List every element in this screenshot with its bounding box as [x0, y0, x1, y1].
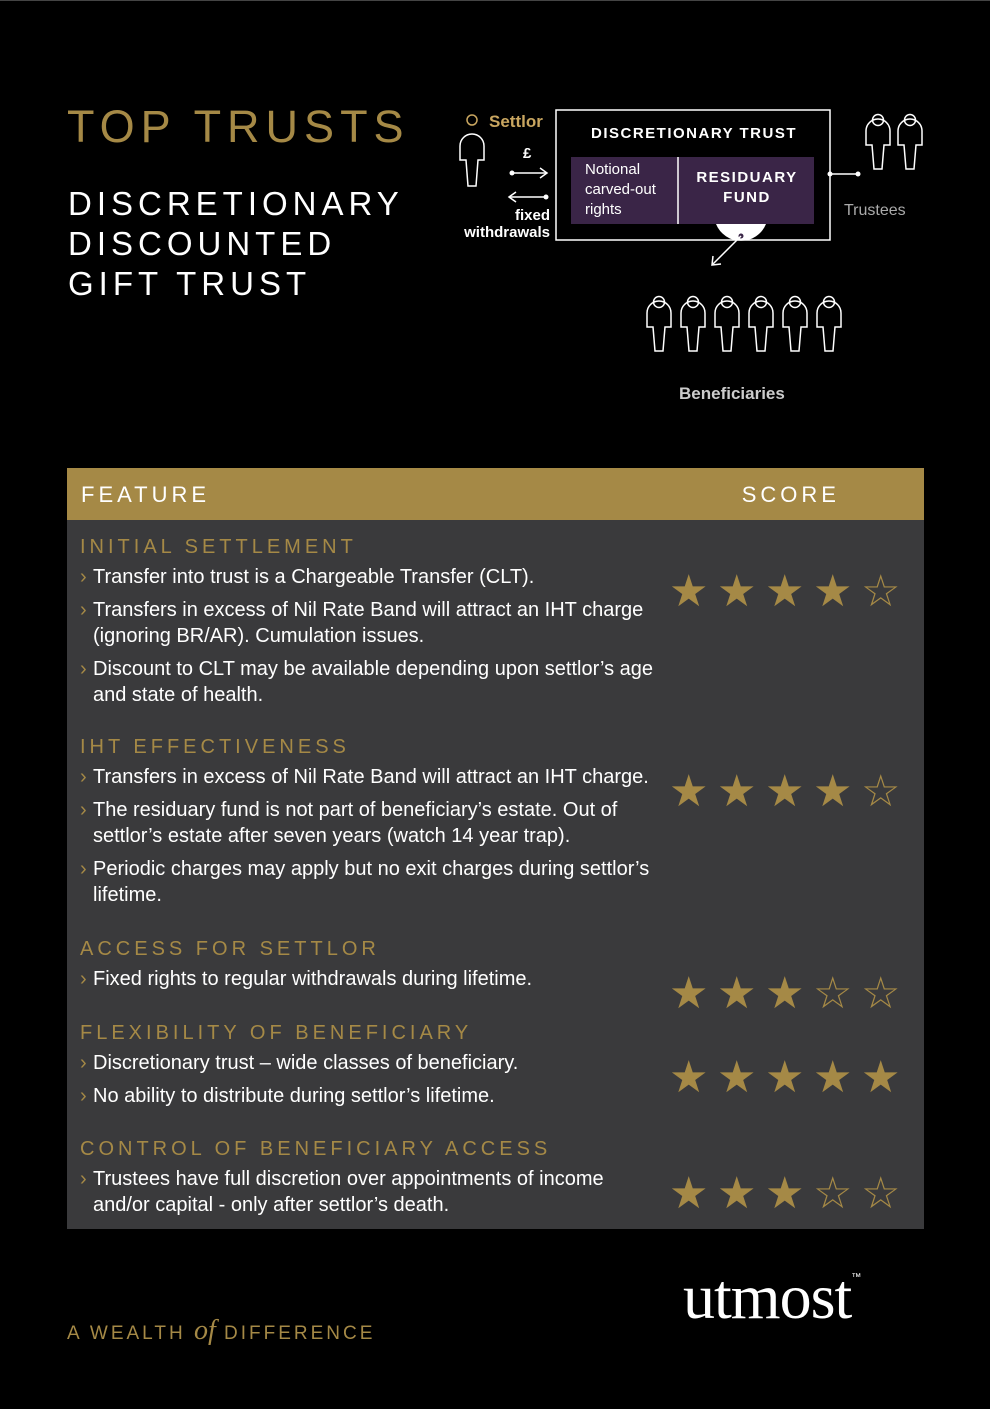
star-filled-icon: ★ — [765, 566, 805, 617]
bullet-list — [80, 1166, 660, 1218]
bullet-item: › The residuary fund is not part of beneficiary’s estate. Out of settlor’s estate after seven years (watch 14 year trap). — [80, 797, 660, 849]
star-filled-icon: ★ — [813, 1052, 853, 1103]
beneficiaries-label: Beneficiaries — [679, 384, 785, 403]
star-filled-icon: ★ — [669, 1052, 709, 1103]
withdrawals-label-line: withdrawals — [464, 224, 550, 241]
logo-wordmark: utmost — [683, 1261, 852, 1332]
trustee-person-icon — [898, 115, 922, 170]
star-filled-icon: ★ — [765, 968, 805, 1019]
star-filled-icon: ★ — [813, 566, 853, 617]
notional-line: rights — [585, 201, 622, 218]
section-title: ACCESS FOR SETTLOR — [80, 938, 380, 960]
notional-line: Notional — [585, 161, 641, 178]
settlor-label: Settlor — [489, 112, 543, 131]
withdrawals-label — [455, 207, 550, 241]
trust-structure-diagram — [440, 100, 950, 420]
star-empty-icon: ☆ — [813, 1168, 853, 1219]
bullet-list — [80, 966, 660, 992]
star-filled-icon: ★ — [717, 566, 757, 617]
star-rating — [669, 766, 909, 817]
notional-rights-label — [585, 160, 656, 220]
trustees-label: Trustees — [844, 202, 906, 219]
star-filled-icon: ★ — [765, 766, 805, 817]
page-subtitle — [68, 184, 404, 304]
pound-label: £ — [523, 145, 532, 162]
bullet-list — [80, 1050, 660, 1109]
bullet-list — [80, 564, 660, 708]
feature-section — [80, 1022, 910, 1116]
pound-arrow-icon — [510, 168, 548, 178]
beneficiary-person-icon — [817, 297, 841, 352]
subtitle-line: DISCRETIONARY — [68, 185, 404, 222]
feature-section — [80, 938, 910, 1019]
star-rating — [669, 1168, 909, 1219]
beneficiary-person-icon — [681, 297, 705, 352]
bullet-item: › No ability to distribute during settlor’s lifetime. — [80, 1083, 660, 1109]
beneficiary-person-icon — [783, 297, 807, 352]
bullet-item: › Discretionary trust – wide classes of beneficiary. — [80, 1050, 660, 1076]
trustee-person-icon — [866, 115, 890, 170]
tagline-post: DIFFERENCE — [224, 1323, 376, 1344]
star-rating — [669, 1052, 909, 1103]
bullet-item: › Trustees have full discretion over appointments of income and/or capital - only after settlor’s death. — [80, 1166, 660, 1218]
star-filled-icon: ★ — [717, 766, 757, 817]
star-filled-icon: ★ — [813, 766, 853, 817]
star-rating — [669, 566, 909, 617]
feature-score-table — [67, 468, 924, 1229]
withdrawals-label-line: fixed — [514, 207, 550, 224]
star-empty-icon: ☆ — [861, 566, 901, 617]
top-border-line — [0, 0, 990, 1]
settlor-person-icon — [460, 115, 484, 186]
trademark-symbol: ™ — [851, 1272, 862, 1283]
star-filled-icon: ★ — [717, 1168, 757, 1219]
distribution-arc-icon — [712, 224, 766, 265]
section-title: INITIAL SETTLEMENT — [80, 536, 357, 558]
residuary-fund-label — [680, 168, 814, 208]
beneficiary-person-icon — [647, 297, 671, 352]
residuary-line: RESIDUARY — [696, 169, 798, 186]
star-filled-icon: ★ — [765, 1052, 805, 1103]
page-title: TOP TRUSTS — [67, 101, 410, 152]
feature-section — [80, 736, 910, 915]
star-filled-icon: ★ — [669, 766, 709, 817]
bullet-item: › Transfer into trust is a Chargeable Transfer (CLT). — [80, 564, 660, 590]
bullet-item: › Fixed rights to regular withdrawals during lifetime. — [80, 966, 660, 992]
subtitle-line: GIFT TRUST — [68, 265, 312, 302]
subtitle-line: DISCOUNTED — [68, 225, 337, 262]
bullet-list — [80, 764, 660, 908]
star-filled-icon: ★ — [861, 1052, 901, 1103]
bullet-item: › Discount to CLT may be available depending upon settlor’s age and state of health. — [80, 656, 660, 708]
trust-label: DISCRETIONARY TRUST — [590, 125, 797, 142]
section-title: IHT EFFECTIVENESS — [80, 736, 350, 758]
beneficiary-person-icon — [749, 297, 773, 352]
feature-section — [80, 1138, 910, 1225]
utmost-logo — [683, 1260, 862, 1334]
feature-section — [80, 536, 910, 715]
table-header — [67, 468, 924, 520]
bullet-item: › Transfers in excess of Nil Rate Band will attract an IHT charge. — [80, 764, 660, 790]
table-body — [67, 520, 924, 1229]
star-filled-icon: ★ — [669, 1168, 709, 1219]
trustee-connector — [828, 172, 861, 177]
section-title: CONTROL OF BENEFICIARY ACCESS — [80, 1138, 552, 1160]
star-rating — [669, 968, 909, 1019]
star-filled-icon: ★ — [669, 968, 709, 1019]
star-filled-icon: ★ — [765, 1168, 805, 1219]
residuary-line: FUND — [723, 189, 771, 206]
section-title: FLEXIBILITY OF BENEFICIARY — [80, 1022, 473, 1044]
star-filled-icon: ★ — [717, 968, 757, 1019]
star-filled-icon: ★ — [669, 566, 709, 617]
tagline-of: of — [193, 1315, 216, 1346]
star-empty-icon: ☆ — [861, 1168, 901, 1219]
beneficiary-person-icon — [715, 297, 739, 352]
star-empty-icon: ☆ — [861, 766, 901, 817]
star-empty-icon: ☆ — [861, 968, 901, 1019]
score-column-header: SCORE — [741, 482, 840, 507]
notional-line: carved-out — [585, 181, 656, 198]
bullet-item: › Periodic charges may apply but no exit charges during settlor’s lifetime. — [80, 856, 660, 908]
diagram-graphics — [440, 100, 950, 420]
tagline-pre: A WEALTH — [67, 1323, 186, 1344]
bullet-item: › Transfers in excess of Nil Rate Band will attract an IHT charge (ignoring BR/AR). Cumulation issues. — [80, 597, 660, 649]
star-empty-icon: ☆ — [813, 968, 853, 1019]
feature-column-header: FEATURE — [81, 482, 211, 507]
star-filled-icon: ★ — [717, 1052, 757, 1103]
tagline — [67, 1315, 375, 1347]
withdrawal-arrow-icon — [509, 192, 549, 202]
